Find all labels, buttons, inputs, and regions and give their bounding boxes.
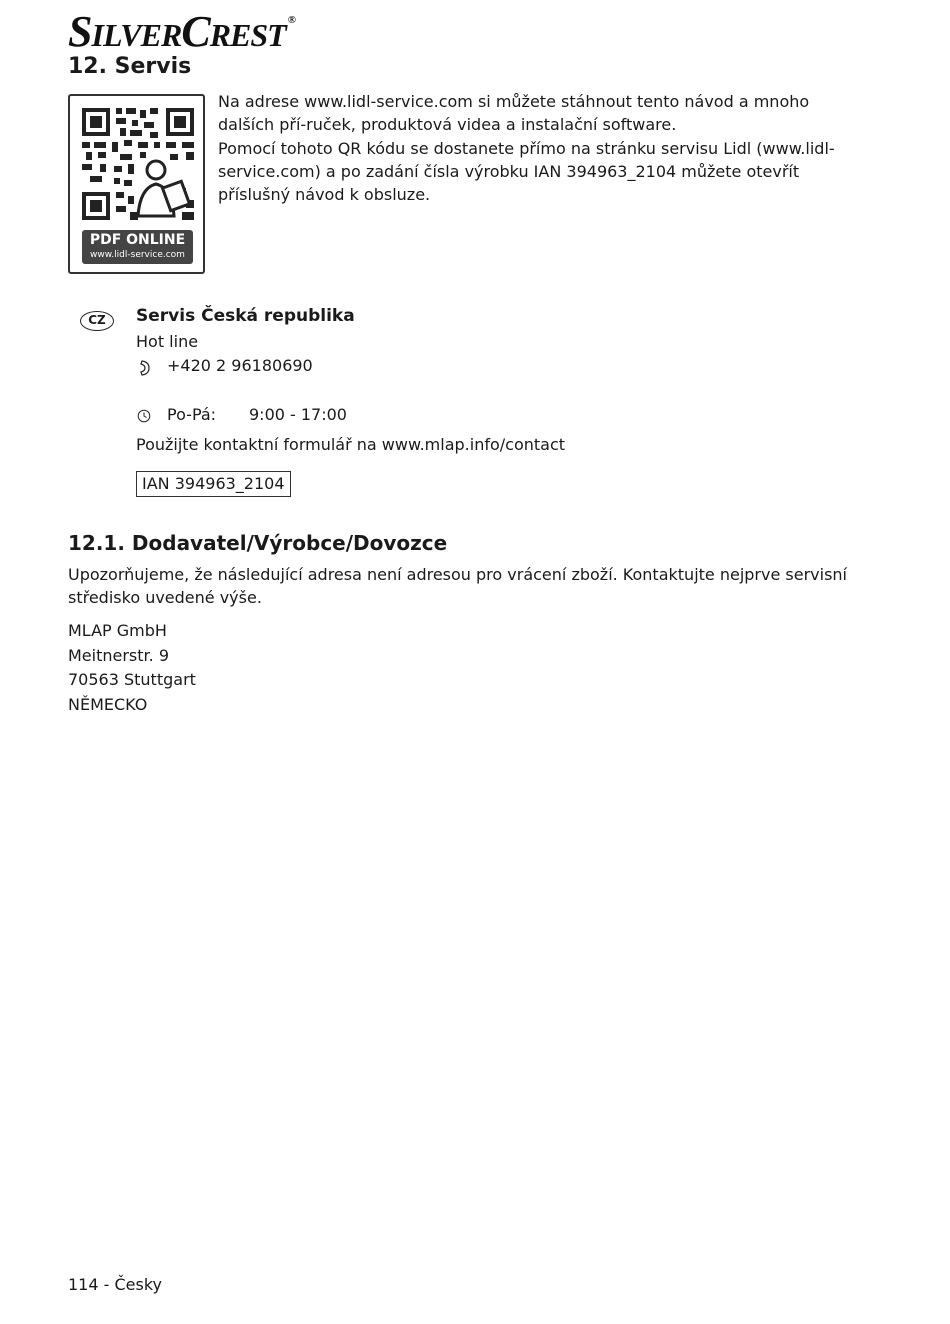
address-line-city: 70563 Stuttgart [68, 670, 196, 689]
registered-mark: ® [287, 14, 295, 26]
lidl-service-url: www.lidl-service.com [90, 250, 185, 260]
intro-paragraph-1: Na adrese www.lidl-service.com si můžete stáhnout tento návod a mnoho dalších pří-ruček, produktová videa a instalační software. [218, 92, 810, 135]
clock-icon [137, 409, 151, 423]
silvercrest-logo: SILVERCREST ® [68, 7, 295, 56]
pdf-online-text: PDF ONLINE [89, 232, 186, 248]
hours-days: Po-Pá: [167, 405, 217, 424]
service-title: Servis Česká republika [136, 306, 355, 326]
intro-text [218, 90, 858, 206]
contact-note: Použijte kontaktní formulář na www.mlap.info/contact [136, 435, 566, 454]
qr-code-box [68, 94, 205, 274]
address-line-street: Meitnerstr. 9 [68, 645, 169, 665]
qr-code-icon [70, 96, 203, 226]
supplier-note: Upozorňujeme, že následující adresa není adresou pro vrácení zboží. Kontaktujte nejprve servisní středisko uvedené výše. [68, 565, 847, 608]
supplier-heading: 12.1. Dodavatel/Výrobce/Dovozce [68, 531, 448, 555]
section-title: 12. Servis [68, 54, 192, 79]
supplier-address [68, 619, 196, 717]
phone-icon [137, 360, 151, 376]
page-footer: 114 - Česky [68, 1275, 162, 1294]
ian-box: IAN 394963_2104 [136, 471, 291, 497]
hotline-label: Hot line [136, 332, 199, 351]
phone-number: +420 2 96180690 [167, 356, 313, 375]
hours-time: 9:00 - 17:00 [249, 405, 347, 424]
address-line-country: NĚMECKO [68, 694, 148, 714]
address-line-company: MLAP GmbH [68, 621, 167, 640]
intro-paragraph-2: Pomocí tohoto QR kódu se dostanete přímo na stránku servisu Lidl (www.lidl-service.com) a po zadání čísla výrobku IAN 394963_2104 můžete otevřít příslušný návod k obsluze. [218, 138, 835, 205]
pdf-online-label [82, 230, 193, 264]
country-code-badge: CZ [80, 311, 114, 331]
